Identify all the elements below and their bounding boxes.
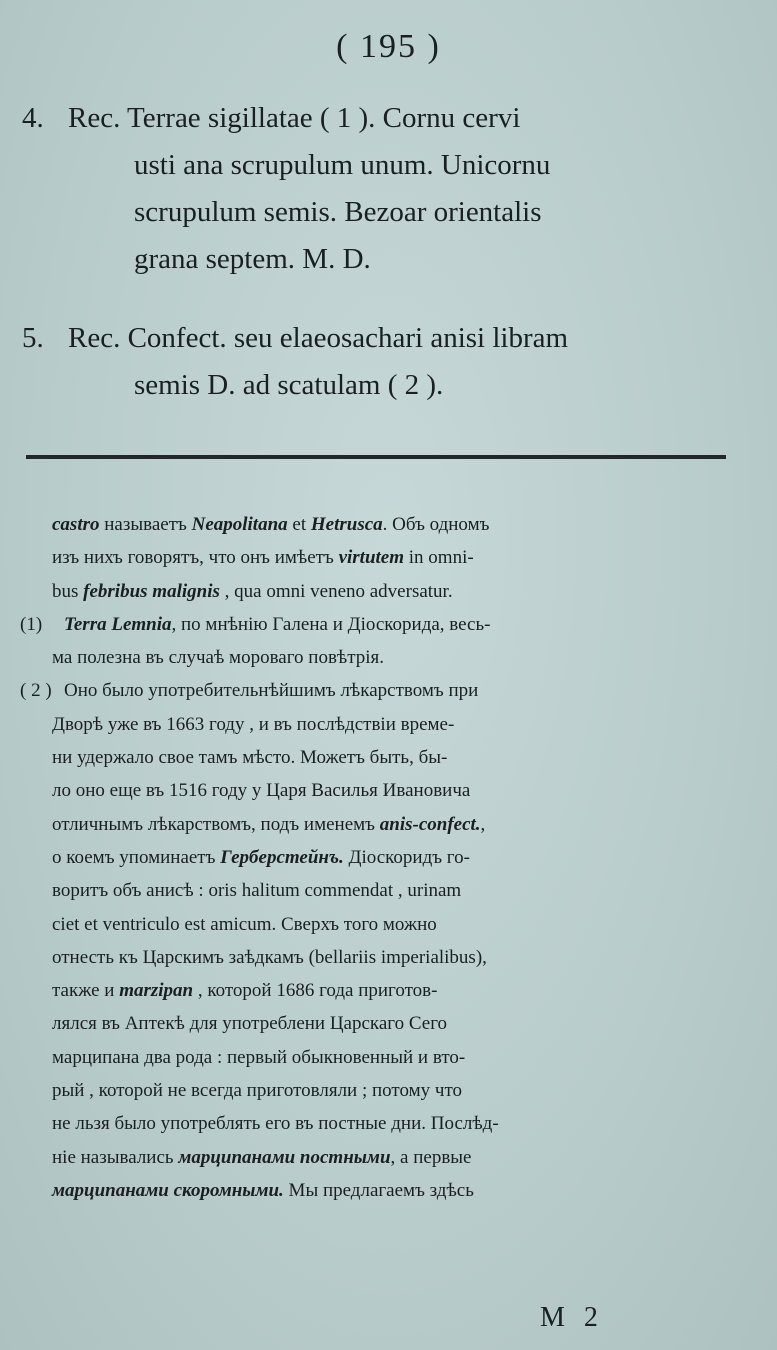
footnote-text: ло оно еще въ 1516 году у Царя Василья Ивановича bbox=[52, 780, 471, 802]
footnote-line bbox=[20, 1007, 750, 1040]
footnote-text: bus bbox=[52, 580, 84, 602]
footnote-text: марципанами постными bbox=[178, 1146, 391, 1168]
signature-mark: M 2 bbox=[540, 1302, 604, 1333]
recipe-line: grana septem. M. D. bbox=[134, 243, 371, 275]
footnote-text: ма полезна въ случаѣ мороваго повѣтрія. bbox=[52, 647, 385, 669]
footnote-text: in omni- bbox=[404, 547, 474, 569]
footnote-line bbox=[20, 641, 750, 674]
footnote-text: anis-confect. bbox=[379, 813, 481, 835]
footnote-text: отнесть къ Царскимъ заѣдкамъ (bellariis imperialibus), bbox=[52, 946, 487, 968]
footnote-text: castro bbox=[52, 514, 100, 535]
footnote-line bbox=[20, 1074, 750, 1107]
footnote-text: Герберстейнъ. bbox=[220, 846, 344, 868]
footnote-text: называетъ bbox=[99, 514, 192, 535]
footnote-1 bbox=[20, 608, 750, 675]
footnote-line bbox=[20, 741, 750, 774]
footnote-line bbox=[20, 508, 750, 541]
footnote-text: Оно было употребительнѣйшимъ лѣкарствомъ при bbox=[64, 680, 479, 702]
footnote-text: Terra Lemnia bbox=[64, 613, 172, 635]
footnote-text: Hetrusca bbox=[310, 514, 383, 535]
footnote-line bbox=[20, 1107, 750, 1140]
footnote-text: воритъ объ анисѣ : oris halitum commendat , urinam bbox=[52, 880, 462, 902]
footnote-text: Мы предлагаемъ здѣсь bbox=[283, 1179, 474, 1201]
footnote-line bbox=[20, 575, 750, 608]
footnote-text: , а первые bbox=[390, 1146, 472, 1168]
footnote-line bbox=[20, 541, 750, 574]
footnote-text: марципанами скоромными. bbox=[52, 1179, 284, 1201]
footnote-text: ни удержало свое тамъ мѣсто. Можетъ быть, бы- bbox=[52, 747, 448, 769]
footnote-line bbox=[20, 974, 750, 1007]
footnote-text: не льзя было употреблять его въ постные дни. Послѣд- bbox=[52, 1113, 499, 1135]
footnote-line bbox=[20, 674, 750, 707]
footnote-text: Діоскоридъ го- bbox=[343, 846, 470, 868]
footnote-text: изъ нихъ говорятъ, что онъ имѣетъ bbox=[52, 547, 339, 569]
footnote-text: ніе назывались bbox=[52, 1146, 179, 1168]
recipe-4 bbox=[22, 95, 732, 283]
recipe-line: Rec. Terrae sigillatae ( 1 ). Cornu cervi bbox=[68, 102, 521, 134]
footnote-marker: ( 2 ) bbox=[20, 680, 52, 702]
footnote-line bbox=[20, 841, 750, 874]
footnote-line bbox=[20, 1141, 750, 1174]
footnote-text: лялся въ Аптекѣ для употреблени Царскаго Сего bbox=[52, 1013, 448, 1035]
footnote-text: отличнымъ лѣкарствомъ, подъ именемъ bbox=[52, 813, 380, 835]
footnote-line bbox=[20, 1041, 750, 1074]
footnote-text: о коемъ упоминаетъ bbox=[52, 846, 221, 868]
recipe-line: Rec. Confect. seu elaeosachari anisi libram bbox=[68, 322, 569, 354]
recipe-5 bbox=[22, 315, 732, 409]
footnote-continuation bbox=[20, 508, 750, 608]
footnote-2 bbox=[20, 674, 750, 1207]
recipe-line: scrupulum semis. Bezoar orientalis bbox=[134, 196, 542, 228]
recipe-number: 5. bbox=[22, 322, 44, 354]
footnote-text: также и bbox=[52, 980, 120, 1002]
footnote-text: рый , которой не всегда приготовляли ; потому что bbox=[52, 1080, 462, 1102]
footnote-text: febribus malignis bbox=[83, 580, 220, 602]
recipe-line: semis D. ad scatulam ( 2 ). bbox=[134, 369, 444, 401]
footnote-text: , bbox=[480, 813, 486, 835]
recipe-number: 4. bbox=[22, 102, 44, 134]
footnote-line bbox=[20, 941, 750, 974]
footnote-line bbox=[20, 808, 750, 841]
footnote-text: et bbox=[287, 514, 311, 535]
footnote-text: , по мнѣнію Галена и Діоскорида, весь- bbox=[171, 613, 491, 635]
footnote-text: Дворѣ уже въ 1663 году , и въ послѣдствіи време- bbox=[52, 713, 455, 735]
footnote-line bbox=[20, 874, 750, 907]
footnote-text: , qua omni veneno adversatur. bbox=[219, 580, 453, 602]
recipe-line: usti ana scrupulum unum. Unicornu bbox=[134, 149, 551, 181]
footnote-marker: (1) bbox=[20, 613, 43, 635]
footnote-line bbox=[20, 908, 750, 941]
footnote-text: . Объ одномъ bbox=[382, 514, 490, 535]
footnote-text: Neapolitana bbox=[191, 514, 288, 535]
footnote-text: марципана два рода : первый обыкновенный и вто- bbox=[52, 1046, 466, 1068]
footnote-line bbox=[20, 774, 750, 807]
footnotes bbox=[20, 508, 750, 1207]
footnote-line bbox=[20, 708, 750, 741]
footnote-text: , которой 1686 года приготов- bbox=[193, 980, 438, 1002]
footnote-divider bbox=[26, 455, 726, 459]
footnote-line bbox=[20, 1174, 750, 1207]
footnote-text: marzipan bbox=[119, 980, 194, 1002]
footnote-text: ciet et ventriculo est amicum. Сверхъ того можно bbox=[52, 913, 437, 935]
footnote-line bbox=[20, 608, 750, 641]
footnote-text: virtutem bbox=[338, 547, 405, 569]
page-number: ( 195 ) bbox=[336, 28, 441, 65]
